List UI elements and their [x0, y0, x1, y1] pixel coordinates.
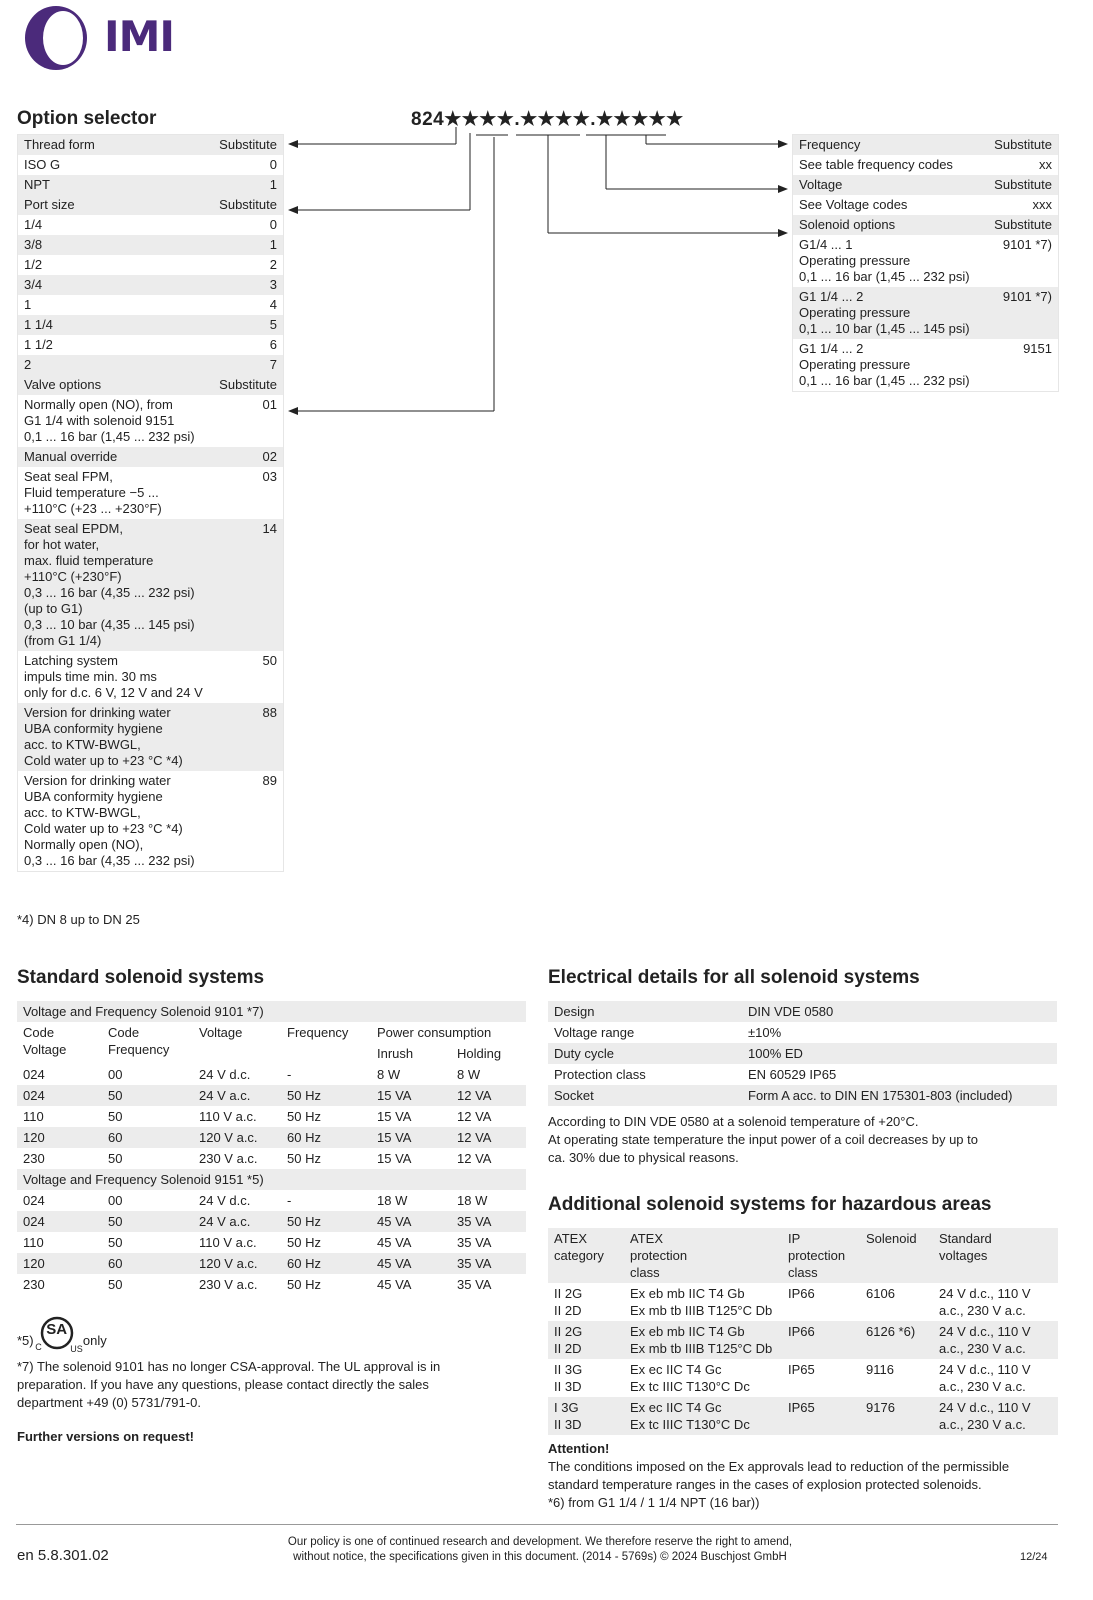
std-row-cell: 00: [108, 1193, 123, 1208]
haz-row-cell: 24 V d.c., 110 V a.c., 230 V a.c.: [939, 1286, 1031, 1318]
haz-row-cell: 24 V d.c., 110 V a.c., 230 V a.c.: [939, 1362, 1031, 1394]
right-option-row-value: 9151: [1023, 341, 1052, 356]
imi-logo-mark: [16, 4, 102, 74]
elec-row-cell: Design: [548, 1001, 742, 1022]
std-row-cell: 12 VA: [457, 1151, 492, 1166]
left-option-row-label: Version for drinking water UBA conformity hygiene acc. to KTW-BWGL, Cold water up to +23 °C *4) Normally open (NO), 0,3 ... 16 bar (4,35 ... 232 psi): [24, 773, 195, 868]
std-row-cell: 12 VA: [451, 1085, 526, 1106]
std-row-cell: 24 V d.c.: [199, 1067, 251, 1082]
order-code: 824★★★★.★★★★.★★★★★: [411, 109, 684, 130]
right-option-row-label: G1/4 ... 1 Operating pressure 0,1 ... 16 bar (1,45 ... 232 psi): [799, 237, 970, 284]
left-option-row-value: 89: [262, 773, 277, 788]
std-row-cell: 24 V d.c.: [199, 1193, 251, 1208]
haz-header-row: [548, 1228, 1058, 1283]
logo-text: IMI: [104, 12, 175, 61]
std-row-cell: 110 V a.c.: [199, 1109, 257, 1124]
right-option-row-value: xx: [1039, 157, 1052, 172]
std-row-cell: 024: [23, 1193, 45, 1208]
attention-text: The conditions imposed on the Ex approvals lead to reduction of the permissible standard temperature ranges in the cases of explosion protected solenoids. *6) from G1 1/4 / 1 1/4 NPT (16 bar)): [548, 1459, 1010, 1510]
right-option-row-label: Frequency: [799, 137, 861, 152]
std-row-cell: 50 Hz: [287, 1277, 321, 1292]
doc-id: en 5.8.301.02: [17, 1547, 109, 1564]
left-option-row-label: 1/2: [24, 257, 43, 272]
std-row-cell: 230: [23, 1151, 45, 1166]
left-option-row-value: Substitute: [219, 137, 277, 152]
electrical-table: [548, 1001, 1057, 1106]
left-option-row: [18, 703, 283, 771]
left-option-row: [18, 215, 283, 235]
left-option-row-label: 3/8: [24, 237, 43, 252]
standard-table: [17, 1001, 526, 1295]
haz-row-cell: IP65: [788, 1362, 815, 1377]
std-row-cell: 024: [17, 1211, 102, 1232]
elec-row-cell: EN 60529 IP65: [748, 1067, 837, 1082]
left-option-row: [18, 175, 283, 195]
left-option-row: [18, 315, 283, 335]
haz-header-cell: ATEX protection class: [624, 1228, 782, 1283]
left-option-row-value: 88: [262, 705, 277, 720]
std-row-cell: 24 V a.c.: [193, 1211, 281, 1232]
std-row-cell: 8 W: [457, 1067, 481, 1082]
right-option-row-value: Substitute: [994, 217, 1052, 232]
haz-header-cell: Solenoid: [860, 1228, 933, 1283]
right-option-row-value: xxx: [1032, 197, 1052, 212]
further-versions: Further versions on request!: [17, 1429, 194, 1444]
option-selector-title: Option selector: [17, 108, 157, 129]
right-option-row: [793, 195, 1058, 215]
page-number: 12/24: [1020, 1551, 1048, 1563]
left-option-row-value: 7: [269, 357, 277, 372]
haz-row-cell: Ex eb mb IIC T4 Gb Ex mb tb IIIB T125°C Db: [624, 1321, 782, 1359]
std-row-cell: 45 VA: [371, 1253, 451, 1274]
left-option-row-value: 6: [269, 337, 277, 352]
right-option-row: [793, 235, 1058, 287]
std-row: [17, 1211, 526, 1232]
csa-c: C: [35, 1342, 42, 1352]
std-row: [17, 1232, 526, 1253]
haz-row-cell: 9176: [860, 1397, 933, 1435]
left-option-row-value: 50: [262, 653, 277, 668]
std-row-cell: 50: [108, 1277, 123, 1292]
right-option-row-label: See table frequency codes: [799, 157, 953, 172]
std-row-cell: 50 Hz: [287, 1235, 321, 1250]
group1-title: Voltage and Frequency Solenoid 9101 *7): [17, 1001, 526, 1022]
std-row-cell: 120: [17, 1253, 102, 1274]
std-row-cell: 35 VA: [457, 1277, 492, 1292]
std-row-cell: 110: [23, 1235, 44, 1250]
std-row-cell: 24 V a.c.: [193, 1085, 281, 1106]
left-option-row: [18, 135, 283, 155]
left-option-row-value: 4: [269, 297, 277, 312]
std-row-cell: 12 VA: [457, 1109, 492, 1124]
std-row: [17, 1253, 526, 1274]
haz-row-cell: 6126 *6): [860, 1321, 933, 1359]
elec-row: [548, 1001, 1057, 1022]
std-row: [17, 1274, 526, 1295]
elec-row: [548, 1022, 1057, 1043]
group2-title: Voltage and Frequency Solenoid 9151 *5): [17, 1169, 526, 1190]
left-option-row: [18, 255, 283, 275]
left-option-row: [18, 275, 283, 295]
right-option-row: [793, 175, 1058, 195]
right-option-row-value: 9101 *7): [1002, 237, 1052, 252]
std-row-cell: 230 V a.c.: [199, 1277, 258, 1292]
elec-row-cell: Duty cycle: [548, 1043, 742, 1064]
std-row: [17, 1148, 526, 1169]
haz-row-cell: Ex eb mb IIC T4 Gb Ex mb tb IIIB T125°C Db: [630, 1286, 773, 1318]
left-option-row-label: Latching system impuls time min. 30 ms only for d.c. 6 V, 12 V and 24 V: [24, 653, 203, 700]
electrical-title: Electrical details for all solenoid systems: [548, 967, 920, 988]
left-option-row: [18, 467, 283, 519]
std-row-cell: 15 VA: [371, 1127, 451, 1148]
std-row-cell: 120: [17, 1127, 102, 1148]
std-row-cell: 45 VA: [371, 1211, 451, 1232]
haz-row: [548, 1397, 1058, 1435]
std-row-cell: 45 VA: [377, 1277, 412, 1292]
hazardous-title: Additional solenoid systems for hazardous areas: [548, 1194, 992, 1215]
left-option-row-label: Valve options: [24, 377, 102, 392]
left-option-row-label: 1 1/4: [24, 317, 53, 332]
haz-header-cell: Standard voltages: [933, 1228, 1058, 1283]
note-5-suffix: only: [82, 1333, 107, 1348]
left-option-row-label: Version for drinking water UBA conformity hygiene acc. to KTW-BWGL, Cold water up to +23 °C *4): [24, 705, 183, 768]
right-option-row-value: 9101 *7): [1002, 289, 1052, 304]
elec-row-cell: Socket: [548, 1085, 742, 1106]
std-row-cell: 12 VA: [451, 1127, 526, 1148]
elec-row-cell: 100% ED: [742, 1043, 1057, 1064]
csa-icon: [35, 1316, 83, 1354]
std-row-cell: 35 VA: [457, 1235, 492, 1250]
left-option-row-label: 3/4: [24, 277, 43, 292]
std-row-cell: 50 Hz: [287, 1109, 321, 1124]
std-row-cell: 45 VA: [377, 1235, 412, 1250]
left-option-row-value: 01: [262, 397, 277, 412]
left-option-row-value: 03: [262, 469, 277, 484]
haz-row-cell: IP66: [788, 1286, 815, 1301]
left-option-row: [18, 771, 283, 871]
std-row-cell: 15 VA: [377, 1109, 412, 1124]
std-row: [17, 1064, 526, 1085]
left-option-row-value: 3: [269, 277, 277, 292]
haz-header-cell: IP protection class: [782, 1228, 860, 1283]
left-option-row-value: 1: [269, 177, 277, 192]
std-row: [17, 1190, 526, 1211]
left-option-row-value: 5: [269, 317, 277, 332]
left-option-row: [18, 235, 283, 255]
std-row-cell: 50: [102, 1085, 193, 1106]
left-option-row-label: NPT: [24, 177, 50, 192]
std-row-cell: 50: [108, 1151, 123, 1166]
elec-row: [548, 1043, 1057, 1064]
note-7: *7) The solenoid 9101 has no longer CSA-approval. The UL approval is in preparation. If you have any questions, please contact directly the sales department +49 (0) 5731/791-0.: [17, 1359, 441, 1410]
haz-row-cell: 9116: [866, 1362, 894, 1377]
option-table-right: [792, 134, 1059, 392]
std-row-cell: 110 V a.c.: [199, 1235, 257, 1250]
left-option-row: [18, 155, 283, 175]
right-option-row: [793, 215, 1058, 235]
haz-row: [548, 1283, 1058, 1321]
haz-header-cell: ATEX category: [548, 1228, 624, 1283]
haz-row-cell: 24 V d.c., 110 V a.c., 230 V a.c.: [933, 1321, 1058, 1359]
right-option-row-label: Voltage: [799, 177, 843, 192]
elec-row-cell: Voltage range: [554, 1025, 635, 1040]
hdr-holding: Holding: [457, 1046, 502, 1061]
std-row-cell: 15 VA: [371, 1085, 451, 1106]
std-row-cell: 50: [108, 1235, 123, 1250]
haz-row-cell: I 3G II 3D: [548, 1397, 624, 1435]
std-row-cell: 024: [17, 1085, 102, 1106]
std-row-cell: 120 V a.c.: [193, 1253, 281, 1274]
left-option-row-label: Seat seal EPDM, for hot water, max. fluid temperature +110°C (+230°F) 0,3 ... 16 bar (4,35 ... 232 psi) (up to G1) 0,3 ... 10 bar (4,35 ... 145 psi) (from G1 1/4): [24, 521, 195, 648]
std-row-cell: 110: [23, 1109, 44, 1124]
std-row-cell: 35 VA: [451, 1211, 526, 1232]
left-option-row-value: Substitute: [219, 197, 277, 212]
std-row-cell: 18 W: [377, 1193, 408, 1208]
haz-row-cell: II 2G II 2D: [548, 1321, 624, 1359]
std-row-cell: 35 VA: [451, 1253, 526, 1274]
right-option-row-value: Substitute: [994, 137, 1052, 152]
left-option-row-label: Seat seal FPM, Fluid temperature −5 ... +110°C (+23 ... +230°F): [24, 469, 162, 516]
left-option-row-value: 1: [269, 237, 277, 252]
haz-row-cell: Ex ec IIC T4 Gc Ex tc IIIC T130°C Dc: [624, 1397, 782, 1435]
haz-row-cell: II 2G II 2D: [554, 1286, 583, 1318]
left-option-row: [18, 395, 283, 447]
std-row-cell: 50 Hz: [287, 1151, 321, 1166]
left-option-row-value: 0: [269, 157, 277, 172]
left-option-row-label: Normally open (NO), from G1 1/4 with solenoid 9151 0,1 ... 16 bar (1,45 ... 232 psi): [24, 397, 195, 444]
std-row-cell: 60: [102, 1127, 193, 1148]
haz-row: [548, 1321, 1058, 1359]
option-table-left: [17, 134, 284, 872]
right-option-row-label: See Voltage codes: [799, 197, 908, 212]
std-row-cell: 60 Hz: [281, 1127, 371, 1148]
option-connectors: [280, 125, 800, 420]
right-option-row: [793, 155, 1058, 175]
right-option-row: [793, 135, 1058, 155]
imi-logo: [16, 4, 186, 74]
left-option-row: [18, 335, 283, 355]
std-row-cell: -: [287, 1067, 292, 1082]
left-option-row: [18, 519, 283, 651]
elec-row-cell: Form A acc. to DIN EN 175301-803 (included): [742, 1085, 1057, 1106]
haz-row-cell: II 3G II 3D: [554, 1362, 583, 1394]
csa-text: SA: [46, 1321, 68, 1338]
std-row-cell: 024: [23, 1067, 45, 1082]
right-option-row-label: G1 1/4 ... 2 Operating pressure 0,1 ... 16 bar (1,45 ... 232 psi): [799, 341, 970, 388]
left-option-row-label: Port size: [24, 197, 75, 212]
std-row: [17, 1106, 526, 1127]
std-row-cell: 50: [108, 1109, 123, 1124]
left-option-row-value: 02: [262, 449, 277, 464]
elec-row: [548, 1085, 1057, 1106]
left-option-row: [18, 195, 283, 215]
hdr-frequency: Frequency: [287, 1025, 349, 1040]
note-5: [17, 1316, 527, 1354]
std-row-cell: 50 Hz: [281, 1211, 371, 1232]
left-option-row-label: Manual override: [24, 449, 118, 464]
std-row: [17, 1085, 526, 1106]
left-option-row-value: Substitute: [219, 377, 277, 392]
haz-row-cell: Ex ec IIC T4 Gc Ex tc IIIC T130°C Dc: [630, 1362, 750, 1394]
std-row-cell: 00: [108, 1067, 123, 1082]
attention-title: Attention!: [548, 1441, 610, 1456]
std-row-cell: 50 Hz: [281, 1085, 371, 1106]
haz-row-cell: IP66: [782, 1321, 860, 1359]
elec-row-cell: ±10%: [748, 1025, 782, 1040]
left-option-row-label: 2: [24, 357, 32, 372]
std-row-cell: 8 W: [377, 1067, 401, 1082]
std-row-cell: 120 V a.c.: [193, 1127, 281, 1148]
right-option-row-value: Substitute: [994, 177, 1052, 192]
left-option-row-label: 1 1/2: [24, 337, 53, 352]
csa-us: US: [70, 1344, 83, 1354]
std-row: [17, 1127, 526, 1148]
elec-row: [548, 1064, 1057, 1085]
std-row-cell: 15 VA: [377, 1151, 412, 1166]
haz-row-cell: 24 V d.c., 110 V a.c., 230 V a.c.: [933, 1397, 1058, 1435]
hdr-code-voltage: Code Voltage: [23, 1025, 67, 1057]
standard-title: Standard solenoid systems: [17, 967, 265, 988]
policy-text: Our policy is one of continued research and development. We therefore reserve the right to amend, without notice, the specifications given in this document. (2014 - 5769s) © 2024 Buschjost GmbH: [287, 1536, 793, 1563]
std-row-cell: 60: [102, 1253, 193, 1274]
haz-row-cell: 6106: [866, 1286, 895, 1301]
hdr-code-frequency: Code Frequency: [108, 1025, 170, 1057]
left-option-row-label: ISO G: [24, 157, 61, 172]
left-option-row: [18, 447, 283, 467]
hdr-inrush: Inrush: [377, 1046, 414, 1061]
right-option-row-label: Solenoid options: [799, 217, 896, 232]
std-row-cell: 230 V a.c.: [199, 1151, 258, 1166]
footer-divider: [16, 1524, 1058, 1525]
elec-row-cell: DIN VDE 0580: [742, 1001, 1057, 1022]
left-option-row-label: 1: [24, 297, 32, 312]
left-option-row: [18, 375, 283, 395]
left-option-row: [18, 651, 283, 703]
hdr-power: Power consumption: [377, 1025, 492, 1040]
left-option-row-value: 0: [269, 217, 277, 232]
right-option-row: [793, 339, 1058, 391]
note-5-prefix: *5): [17, 1333, 34, 1348]
right-option-row-label: G1 1/4 ... 2 Operating pressure 0,1 ... 10 bar (1,45 ... 145 psi): [799, 289, 970, 336]
std-row-cell: 50: [102, 1211, 193, 1232]
std-row-cell: -: [287, 1193, 292, 1208]
left-option-row: [18, 295, 283, 315]
left-option-row-label: 1/4: [24, 217, 43, 232]
std-row-cell: 18 W: [457, 1193, 488, 1208]
left-option-row: [18, 355, 283, 375]
left-option-row-label: Thread form: [24, 137, 95, 152]
std-row-cell: 230: [23, 1277, 45, 1292]
footnote-4: *4) DN 8 up to DN 25: [17, 912, 140, 927]
right-option-row: [793, 287, 1058, 339]
haz-row-cell: IP65: [782, 1397, 860, 1435]
hdr-voltage: Voltage: [199, 1025, 243, 1040]
left-option-row-value: 2: [269, 257, 277, 272]
haz-row: [548, 1359, 1058, 1397]
electrical-note: According to DIN VDE 0580 at a solenoid temperature of +20°C. At operating state temperature the input power of a coil decreases by up to ca. 30% due to physical reasons.: [548, 1114, 978, 1165]
hazardous-table: [548, 1228, 1058, 1435]
elec-row-cell: Protection class: [554, 1067, 646, 1082]
left-option-row-value: 14: [262, 521, 277, 536]
std-row-cell: 60 Hz: [281, 1253, 371, 1274]
